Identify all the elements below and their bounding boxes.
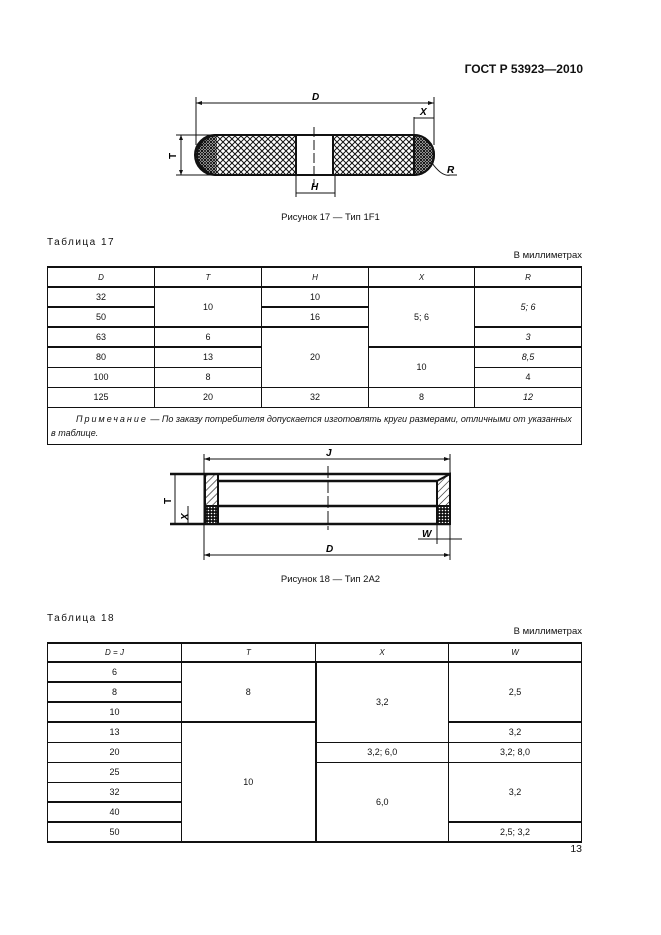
table-row: 100 8 4 bbox=[48, 367, 582, 387]
svg-text:J: J bbox=[326, 448, 332, 459]
table-17-label: Таблица 17 bbox=[47, 237, 116, 248]
header-X: X bbox=[369, 267, 475, 287]
svg-text:T: T bbox=[163, 497, 174, 504]
table-row: 125 20 32 8 12 bbox=[48, 387, 582, 407]
page-number: 13 bbox=[570, 843, 582, 855]
table-row: 13 10 3,2 bbox=[48, 722, 582, 742]
svg-text:D: D bbox=[312, 92, 320, 103]
table-17-units: В миллиметрах bbox=[513, 250, 582, 261]
header-H: H bbox=[262, 267, 369, 287]
figure-17-caption: Рисунок 17 — Тип 1F1 bbox=[281, 212, 380, 223]
figure-17-drawing bbox=[160, 85, 480, 205]
svg-text:X: X bbox=[180, 513, 191, 520]
header-DJ: D = J bbox=[48, 643, 182, 662]
header-T: T bbox=[182, 643, 316, 662]
standard-number: ГОСТ Р 53923—2010 bbox=[464, 62, 583, 76]
header-D: D bbox=[48, 267, 155, 287]
table-17 bbox=[47, 266, 582, 445]
header-W: W bbox=[449, 643, 582, 662]
svg-text:H: H bbox=[311, 182, 319, 193]
svg-text:X: X bbox=[420, 107, 427, 118]
table-row: 32 10 10 5; 6 5; 6 bbox=[48, 287, 582, 307]
table-row: 6 8 3,2 2,5 bbox=[48, 662, 582, 682]
table-row: 50 16 bbox=[48, 307, 582, 327]
figure-18-caption: Рисунок 18 — Тип 2А2 bbox=[280, 574, 381, 585]
table-row: 10 bbox=[48, 702, 582, 722]
table-row: 32 bbox=[48, 782, 582, 802]
table-row: 25 6,0 3,2 bbox=[48, 762, 582, 782]
table-row: 80 13 10 8,5 bbox=[48, 347, 582, 367]
figure-18-drawing bbox=[150, 440, 480, 570]
table-row: 50 2,5; 3,2 bbox=[48, 822, 582, 842]
note-label: Примечание bbox=[76, 413, 148, 424]
svg-text:T: T bbox=[168, 152, 179, 159]
table-row: 63 6 20 3 bbox=[48, 327, 582, 347]
header-T: T bbox=[155, 267, 262, 287]
note-text: — По заказу потребителя допускается изготовлять круги размерами, отличными от указанных в таблице. bbox=[51, 413, 572, 438]
table-18-label: Таблица 18 bbox=[47, 613, 116, 624]
table-17-note bbox=[48, 407, 582, 444]
table-row: 20 3,2; 6,0 3,2; 8,0 bbox=[48, 742, 582, 762]
table-18-units: В миллиметрах bbox=[513, 626, 582, 637]
svg-text:R: R bbox=[447, 165, 455, 176]
svg-text:W: W bbox=[422, 529, 432, 540]
svg-text:D: D bbox=[326, 544, 334, 555]
table-row: 40 bbox=[48, 802, 582, 822]
header-X: X bbox=[316, 643, 449, 662]
table-row: 8 bbox=[48, 682, 582, 702]
table-18 bbox=[47, 642, 582, 843]
header-R: R bbox=[475, 267, 582, 287]
